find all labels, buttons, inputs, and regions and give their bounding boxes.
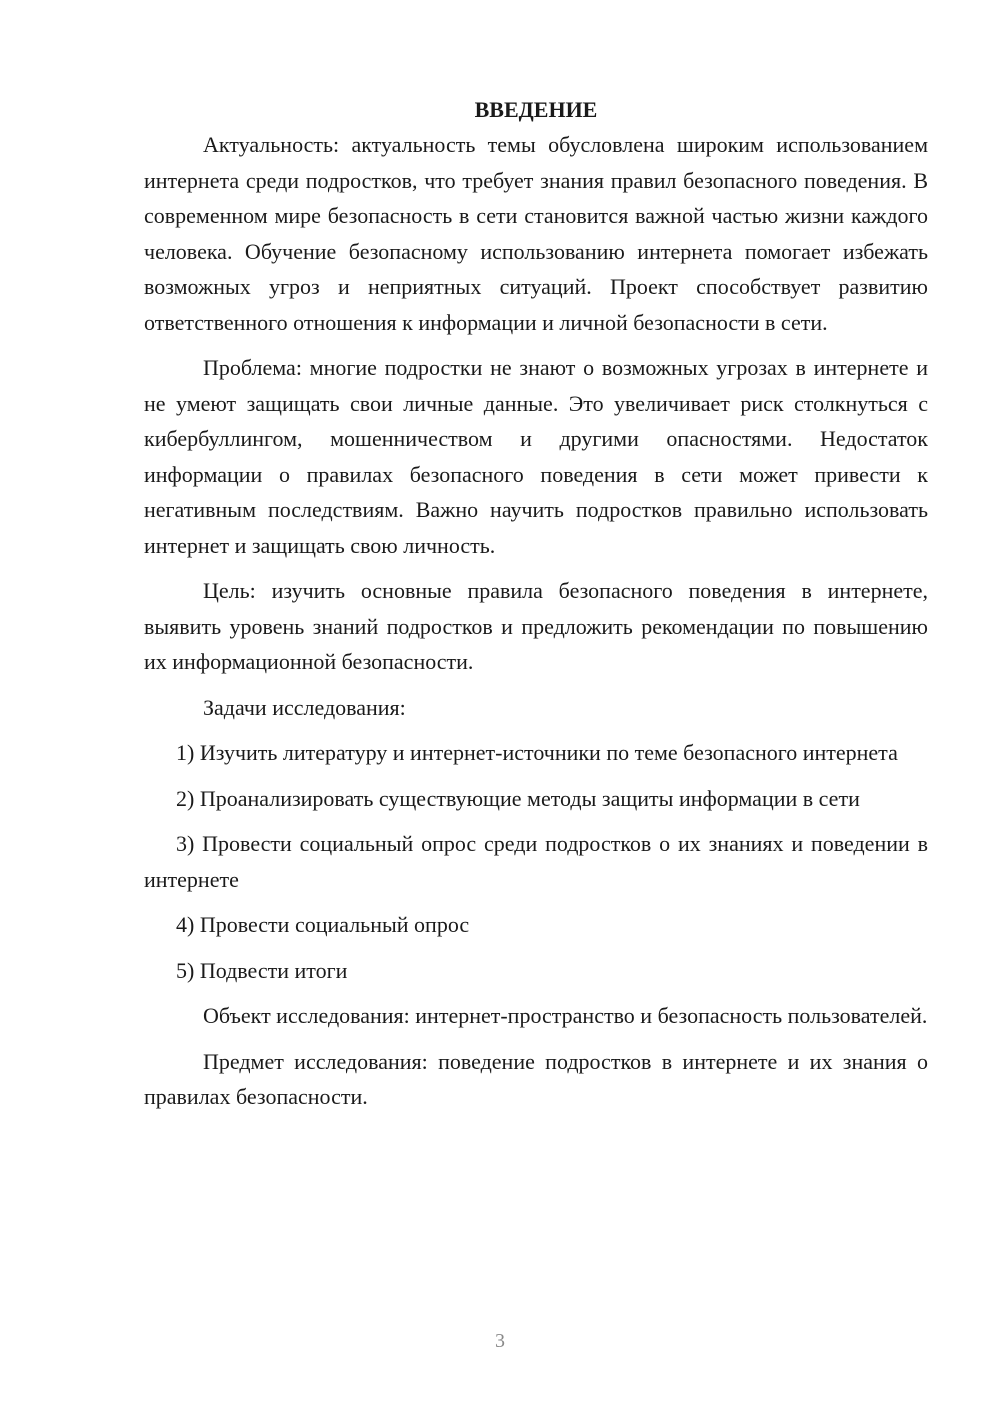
task-item-5: 5) Подвести итоги: [176, 957, 348, 983]
tasks-heading: Задачи исследования:: [203, 694, 406, 720]
task-item-1: 1) Изучить литературу и интернет-источники по теме безопасного интернета: [176, 740, 898, 765]
relevance-paragraph: Актуальность: актуальность темы обусловлена широким использованием интернета среди подростков, что требует знания правил безопасного поведения. В современном мире безопасность в сети становится важной частью жизни каждого человека. Обучение безопасному использованию интернета помогает избежать возможных угроз и неприятных ситуаций. Проект способствует развитию ответственного отношения к информации и личной безопасности в сети.: [144, 132, 928, 335]
section-heading: ВВЕДЕНИЕ: [474, 97, 598, 122]
task-item-4: 4) Провести социальный опрос: [176, 912, 470, 937]
problem-paragraph: Проблема: многие подростки не знают о возможных угрозах в интернете и не умеют защищать свои личные данные. Это увеличивает риск столкнуться с кибербуллингом, мошенничеством и другими опасностями. Недостаток информации о правилах безопасного поведения в сети может привести к негативным последствиям. Важно научить подростков правильно использовать интернет и защищать свою личность.: [144, 355, 928, 558]
page-number: 3: [495, 1330, 505, 1352]
task-item-3: 3) Провести социальный опрос среди подростков о их знаниях и поведении в интернете: [144, 831, 928, 892]
document-page: [144, 94, 928, 1125]
task-item-2: 2) Проанализировать существующие методы защиты информации в сети: [176, 785, 860, 811]
subject-paragraph: Предмет исследования: поведение подростков в интернете и их знания о правилах безопасности.: [144, 1048, 928, 1109]
goal-paragraph: Цель: изучить основные правила безопасного поведения в интернете, выявить уровень знаний подростков и предложить рекомендации по повышению их информационной безопасности.: [144, 578, 928, 674]
object-paragraph: Объект исследования: интернет-пространство и безопасность пользователей.: [203, 1003, 928, 1028]
